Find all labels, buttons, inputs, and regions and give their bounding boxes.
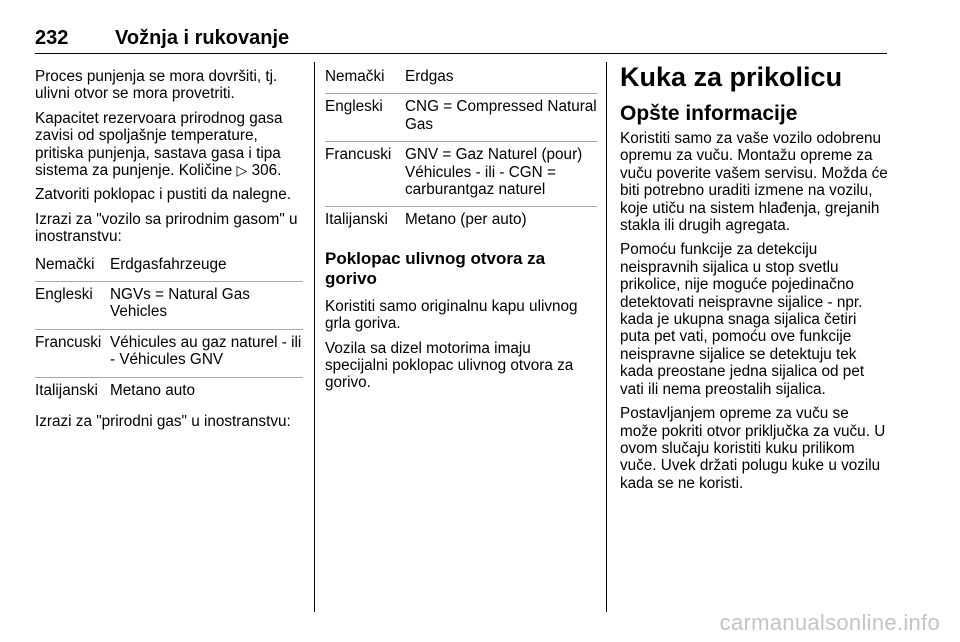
term-value: NGVs = Natural Gas Vehicles (110, 286, 250, 321)
page-reference-arrow-icon: ▷ (236, 162, 248, 179)
term-value: Véhicules au gaz naturel - ili - Véhicules GNV (110, 333, 302, 369)
chapter-title: Vožnja i rukovanje (115, 27, 290, 49)
table-row (325, 94, 597, 142)
section-title: Kuka za prikolicu (620, 62, 843, 92)
language-label: Engleski (35, 286, 93, 304)
watermark: carmanualsonline.info (719, 610, 940, 635)
table-row (35, 282, 303, 330)
paragraph: Vozila sa dizel motorima imaju specijalni poklopac ulivnog otvora za gorivo. (325, 339, 574, 392)
language-label: Engleski (325, 98, 383, 116)
paragraph: Izrazi za "vozilo sa prirodnim gasom" u inostranstvu: (35, 210, 298, 246)
page-reference[interactable]: 306. (251, 162, 282, 180)
paragraph: Proces punjenja se mora dovršiti, tj. ulivni otvor se mora provetriti. (35, 68, 278, 103)
language-label: Francuski (325, 146, 392, 164)
paragraph: Izrazi za "prirodni gas" u inostranstvu: (35, 413, 291, 431)
term-value: GNV = Gaz Naturel (pour) Véhicules - ili - CGN = carburantgaz naturel (405, 146, 583, 199)
gas-terms-table (325, 68, 597, 237)
term-value: CNG = Compressed Natural Gas (405, 98, 597, 133)
language-label: Francuski (35, 333, 102, 351)
term-value: Metano (per auto) (405, 211, 527, 229)
table-row (325, 68, 597, 94)
term-value: Metano auto (110, 381, 196, 399)
language-label: Italijanski (325, 211, 388, 229)
table-row (35, 256, 303, 282)
paragraph: Zatvoriti poklopac i pustiti da nalegne. (35, 186, 291, 204)
column-divider (314, 62, 315, 612)
section-subtitle: Opšte informacije (620, 102, 798, 125)
term-value: Erdgasfahrzeuge (110, 255, 227, 273)
term-value: Erdgas (405, 68, 454, 85)
column-divider (606, 62, 607, 612)
column-middle (325, 68, 597, 399)
language-label: Nemački (35, 255, 95, 273)
vehicle-terms-table (35, 256, 303, 407)
paragraph: Koristiti samo za vaše vozilo odobrenu opremu za vuču. Montažu opreme za vuču poverite vašem servisu. Možda će biti potrebno uraditi izmene na vozilu, koje utiču na sistem hlađenja, grejanih stakla ili drugih agregata. (620, 130, 888, 235)
page-number: 232 (35, 27, 69, 49)
language-label: Italijanski (35, 381, 98, 399)
column-right (620, 62, 890, 499)
table-row (35, 378, 303, 407)
table-row (325, 142, 597, 207)
table-row (35, 330, 303, 378)
language-label: Nemački (325, 68, 385, 85)
paragraph: Koristiti samo originalnu kapu ulivnog grla goriva. (325, 297, 578, 333)
paragraph: Pomoću funkcije za detekciju neispravnih sijalica u stop svetlu prikolice, nije moguće pojedinačno detektovati neispravne sijalice - npr. kada je ukupna snaga sijalica četiri puta pet vati, pomoću ove funkcije neispravne sijalice se detektuju tek kada preostane jedna sijalica od pet vati ili nema preostalih sijalica. (620, 241, 865, 398)
section-heading: Poklopac ulivnog otvora za gorivo (325, 248, 546, 288)
column-left (35, 68, 303, 438)
paragraph: Postavljanjem opreme za vuču se može pokriti otvor priključka za vuču. U ovom slučaju koristiti kuku prilikom vuče. Uvek držati polugu kuke u vozilu kada se ne koristi. (620, 405, 886, 492)
paragraph: Kapacitet rezervoara prirodnog gasa zavisi od spoljašnje temperature, pritiska punjenja, sastava gasa i tipa sistema za punjenje. Količine ▷ 306. (35, 109, 283, 180)
page-header (35, 27, 887, 54)
table-row (325, 207, 597, 236)
